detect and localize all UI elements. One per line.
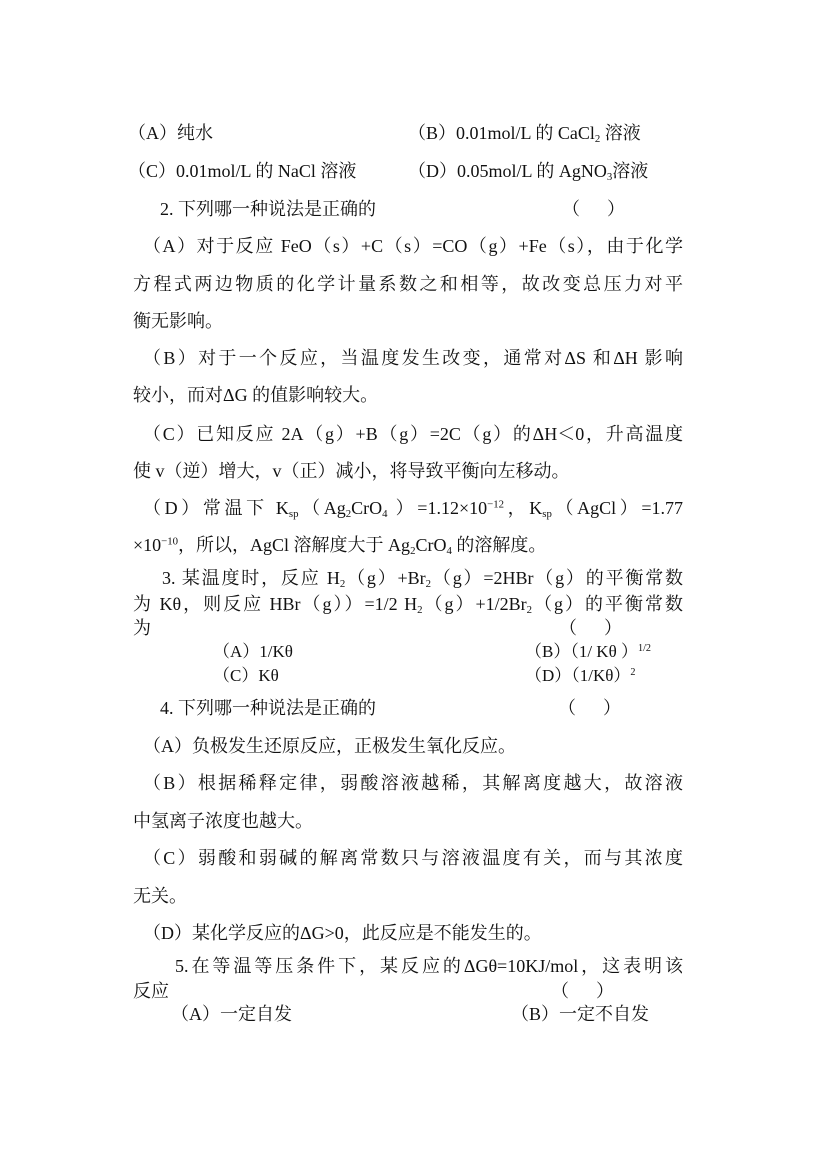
subscript: 4 [446,545,452,558]
q2-option-d-line-2 [133,533,546,557]
text-segment: （g）+Br [345,568,426,588]
subscript: sp [542,508,552,521]
q1-option-b-text: （B）0.01mol/L 的 CaCl [408,123,595,143]
text-segment: 3. 某温度时，反应 H [162,568,340,588]
q4-option-c-line-2: 无关。 [133,886,187,906]
q4-option-d: （D）某化学反应的ΔG>0，此反应是不能发生的。 [143,923,542,943]
q4-option-a: （A）负极发生还原反应，正极发生氧化反应。 [143,736,516,756]
q4-option-b-line-2: 中氢离子浓度也越大。 [133,811,313,831]
text-segment: （g）=2HBr（g）的平衡常数 [431,568,684,588]
subscript: 2 [339,578,346,591]
text-segment: （D）常温下 K [143,498,289,518]
q3-stem-line-2 [133,592,683,616]
q2-answer-bracket: （ ） [562,199,625,219]
subscript: 2 [345,508,352,521]
q4-answer-bracket: （ ） [558,698,621,718]
text-segment: ，K [504,498,543,518]
subscript: 3 [606,171,613,184]
q5-answer-bracket: （ ） [551,981,614,1001]
text-segment: CrO [351,498,383,518]
q4-stem: 4. 下列哪一种说法是正确的 [160,698,376,718]
text-segment: ）=1.12×10 [387,498,488,518]
q2-option-c-line-1: （C）已知反应 2A（g）+B（g）=2C（g）的ΔH＜0，升高温度 [143,424,683,444]
q4-option-c-line-1: （C）弱酸和弱碱的解离常数只与溶液温度有关，而与其浓度 [143,848,683,868]
q2-option-a-line-1: （A）对于反应 FeO（s）+C（s）=CO（g）+Fe（s），由于化学 [143,236,683,256]
subscript: 4 [382,508,388,521]
q5-option-b: （B）一定不自发 [511,1004,650,1024]
q1-option-a: （A）纯水 [128,123,213,143]
text-segment: ，所以，AgCl 溶解度大于 Ag [178,535,411,555]
superscript: −10 [161,535,179,548]
q2-option-b-line-1: （B）对于一个反应，当温度发生改变，通常对ΔS 和ΔH 影响 [143,348,683,368]
superscript: 2 [630,666,636,678]
subscript: 2 [410,545,416,558]
q1-option-c: （C）0.01mol/L 的 NaCl 溶液 [128,161,357,181]
text-segment: （g）+1/2Br [422,594,527,614]
q5-option-a: （A）一定自发 [171,1004,292,1024]
subscript: 2 [425,578,432,591]
superscript: 1/2 [637,642,652,654]
q3-option-d [525,664,636,688]
superscript: −12 [487,498,504,511]
q3-answer-bracket: （ ） [559,618,622,638]
text-segment: （D）（1/Kθ） [525,666,631,685]
q3-option-a: （A）1/Kθ [213,642,293,661]
text-segment: （B）（1/ Kθ ） [525,642,638,661]
subscript: 2 [526,604,533,617]
subscript: sp [288,508,299,521]
text-segment: 的溶解度。 [451,535,547,555]
q2-stem: 2. 下列哪一种说法是正确的 [160,199,376,219]
q2-option-a-line-2: 方程式两边物质的化学计量系数之和相等，故改变总压力对平 [133,274,683,294]
q3-option-c: （C）Kθ [213,666,279,685]
q5-stem-line-2: 反应 [133,981,169,1001]
text-segment: （Ag [298,498,346,518]
text-segment: CrO [415,535,447,555]
subscript: 2 [594,133,601,146]
subscript: 2 [417,604,423,617]
text-segment: （g）的平衡常数 [532,594,684,614]
text-segment: 为 Kθ，则反应 HBr（g））=1/2 H [133,594,418,614]
text-segment: （AgCl）=1.77 [551,498,684,518]
q1-option-d-text-end: 溶液 [612,161,649,181]
q5-stem-line-1: 5.在等温等压条件下，某反应的ΔGθ=10KJ/mol，这表明该 [175,956,683,976]
q2-option-b-line-2: 较小，而对ΔG 的值影响较大。 [133,385,379,405]
q2-option-a-line-3: 衡无影响。 [133,311,223,331]
q1-option-b-text-end: 溶液 [600,123,641,143]
q2-option-d-line-1 [143,496,683,520]
q3-option-b [525,640,651,664]
q4-option-b-line-1: （B）根据稀释定律，弱酸溶液越稀，其解离度越大，故溶液 [143,773,683,793]
text-segment: ×10 [133,535,162,555]
q3-stem-line-1 [162,566,683,590]
q1-option-d-text: （D）0.05mol/L 的 AgNO [408,161,607,181]
q3-stem-line-3: 为 [133,618,151,638]
q1-option-d [408,159,648,183]
q2-option-c-line-2: 使 v（逆）增大，v（正）减小，将导致平衡向左移动。 [133,461,570,481]
q1-option-b [408,121,641,145]
